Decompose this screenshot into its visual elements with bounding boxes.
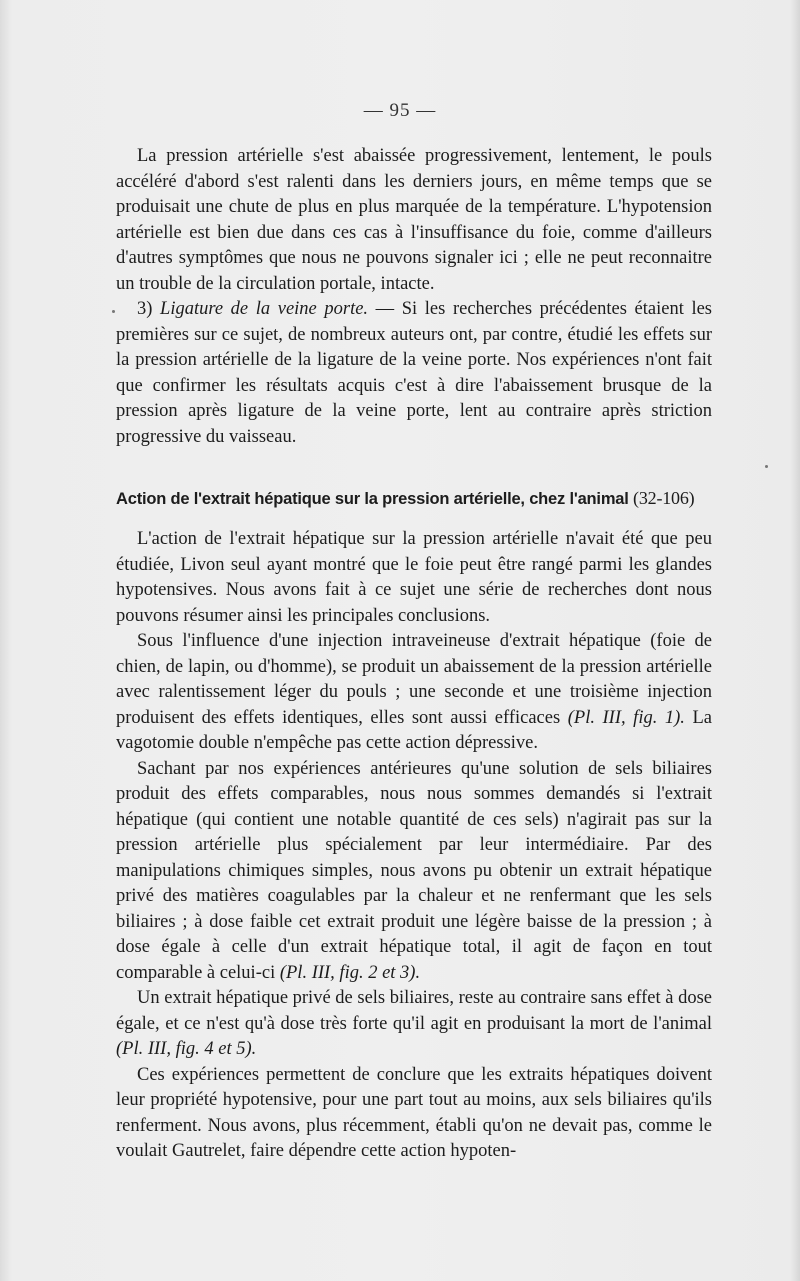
figure-reference: (Pl. III, fig. 4 et 5). — [116, 1039, 257, 1059]
paragraph-3: L'action de l'extrait hépatique sur la pression artérielle n'avait été que peu étudiée, Livon seul ayant montré que le foie peut être rangé parmi les glandes hypotensives. Nous avons fait à ce sujet une série de recherches dont nous pouvons résumer ainsi les principales conclusions. — [116, 529, 712, 626]
paragraph-6 — [116, 986, 712, 1063]
scan-speck — [765, 465, 768, 468]
section-number: 3) — [137, 299, 153, 319]
paragraph-1: La pression artérielle s'est abaissée progressivement, lentement, le pouls accéléré d'abord s'est ralenti dans les derniers jours, en même temps que se produisait une chute de plus en plus marquée de la température. L'hypotension artérielle est bien due dans ces cas à l'insuffisance du foie, comme d'ailleurs d'autres symptômes que nous ne pouvons signaler ici ; elle ne peut reconnaitre un trouble de la circulation portale, intacte. — [116, 146, 712, 294]
paragraph-4-text: Sous l'influence d'une injection intraveineuse d'extrait hépatique (foie de chien, de lapin, ou d'homme), se produit un abaissement de la pression artérielle avec ralentissement léger du pouls ; une seconde et une troisième injection produisent des effets identiques, elles sont aussi efficaces — [116, 631, 712, 728]
paragraph-4 — [116, 629, 712, 757]
paragraph-5-text: Sachant par nos expériences antérieures qu'une solution de sels biliaires produit des effets comparables, nous nous sommes demandés si l'extrait hépatique (qui contient une notable quantité de ces sels) n'agirait pas sur la pression artérielle plus spécialement par leur intermédiaire. Par des manipulations chimiques simples, nous avons pu obtenir un extrait hépatique privé des matières coagulables par la chaleur et ne renfermant que les sels biliaires ; à dose faible cet extrait produit une légère baisse de la pression ; à dose égale à celle d'un extrait hépatique total, il agit de façon en tout comparable à celui-ci — [116, 758, 712, 983]
paragraph-5 — [116, 757, 712, 987]
body-text — [116, 144, 712, 1165]
paragraph-7: Ces expériences permettent de conclure que les extraits hépatiques doivent leur propriété hypotensive, pour une part tout au moins, aux sels biliaires qu'ils renferment. Nous avons, plus récemment, établi qu'on ne devait pas, comme le voulait Gautrelet, faire dépendre cette action hypoten- — [116, 1064, 712, 1161]
heading-text: Action de l'extrait hépatique sur la pression artérielle, chez l'animal — [116, 490, 629, 508]
heading-pages: (32-106) — [633, 488, 695, 508]
figure-reference: (Pl. III, fig. 2 et 3). — [279, 962, 421, 983]
scan-speck — [112, 310, 115, 313]
section-title: Ligature de la veine porte. — [160, 299, 369, 319]
paragraph-4-text-end: La vagotomie double n'empêche pas cette action dépressive. — [116, 707, 712, 753]
paragraph-6-text: Un extrait hépatique privé de sels biliaires, reste au contraire sans effet à dose égale, et ce n'est qu'à dose très forte qu'il agit en produisant la mort de l'animal — [116, 988, 712, 1034]
paragraph-2-text: — Si les recherches précédentes étaient les premières sur ce sujet, de nombreux auteurs ont, par contre, étudié les effets sur la pression artérielle de la ligature de la veine porte. Nos expériences n'ont fait que confirmer les résultats acquis c'est à dire l'abaissement brusque de la pression après ligature de la veine porte, lent au contraire après striction progressive du vaisseau. — [116, 299, 713, 447]
page-number: — 95 — — [363, 100, 437, 121]
figure-reference: (Pl. III, fig. 1). — [567, 707, 685, 728]
paragraph-2 — [116, 297, 712, 450]
section-heading — [116, 486, 712, 511]
